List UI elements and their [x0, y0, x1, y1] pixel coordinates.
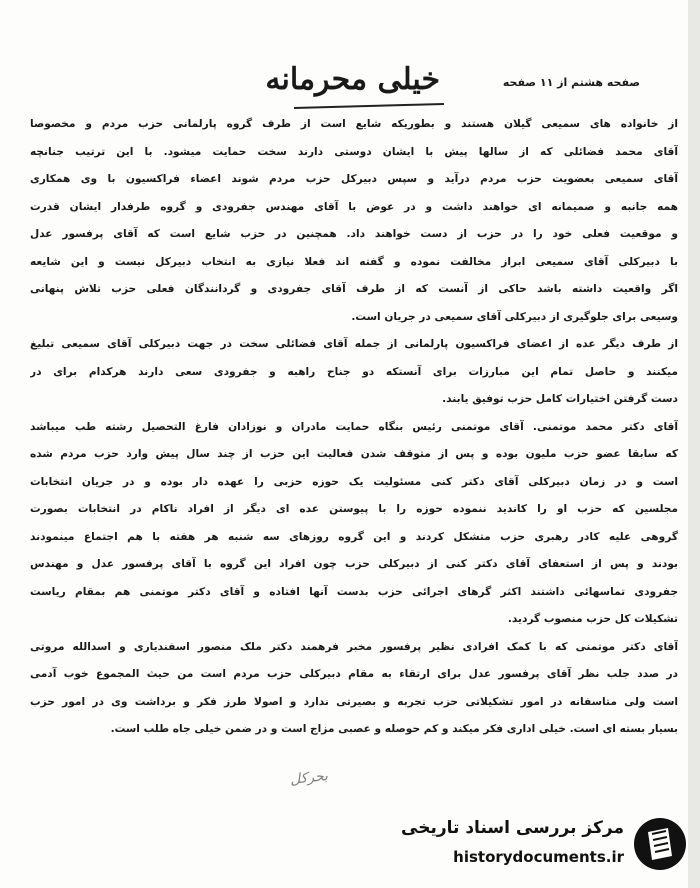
- text-line: وسیعی برای جلوگیری از دبیرکلی آقای سمیعی در جریان است.: [351, 310, 678, 323]
- text-line: دست گرفتن اختیارات کامل حزب توفیق یابند.: [442, 393, 678, 405]
- text-line: میکنند و حاصل تمام این مبارزات برای آنستکه دو جناح راهبه و جفرودی سعی دارند هرکدام برای در: [30, 365, 678, 378]
- document-header: [80, 62, 640, 112]
- handwritten-note: بحرکل: [289, 768, 329, 788]
- paragraph: [30, 336, 678, 407]
- text-line: بودند و پس از استعفای آقای دکتر کنی از دبیرکلی حزب چون افراد این گروه با آقای پرفسور عدل و مهندس: [30, 558, 678, 570]
- document-book-logo-icon: [632, 816, 688, 872]
- paragraph: [30, 639, 678, 738]
- text-line: آقای سمیعی بعضویت حزب مردم درآید و سپس دبیرکل حزب مردم شوند اعضاء فراکسیون با وی همکاری: [30, 173, 678, 185]
- document-body: [30, 116, 678, 749]
- watermark-title: مرکز بررسی اسناد تاریخی: [401, 818, 624, 838]
- text-line: همه جانبه و صمیمانه ای خواهند داشت و در عوض با آقای مهندس جفرودی و گروه طرفدار ایشان قدرت: [30, 200, 678, 213]
- text-line: است و در زمان دبیرکلی آقای دکتر کنی مسئولیت یک حوزه حزبی را عهده دار بوده و در جریان انتخابات: [30, 475, 678, 488]
- text-line: آقای دکتر محمد موتمنی. آقای موتمنی رئیس بنگاه حمایت مادران و نوزادان فارغ التحصیل رشته طب میباشد: [30, 420, 678, 433]
- text-line: آقای محمد فضائلی که از سالها پیش با ایشان دوستی دارند سخت حمایت میشود. با این ترتیب جنانچه: [30, 145, 678, 158]
- archive-watermark: [398, 812, 688, 876]
- text-line: با دبیرکلی آقای سمیعی ابراز مخالفت نموده و گفته اند فعلا نیازی به انتخاب دبیرکل نیست و این شایعه: [30, 255, 678, 268]
- classification-stamp: خیلی محرمانه: [265, 62, 440, 97]
- watermark-url: historydocuments.ir: [453, 848, 624, 866]
- text-line: و موقعیت فعلی خود را در حزب از دست خواهند داد. همچنین در حزب شایع است که آقای پرفسور عدل: [30, 228, 678, 240]
- text-line: تشکیلات کل حزب منصوب گردید.: [507, 613, 678, 625]
- text-line: گروهی علیه کادر رهبری حزب متشکل کردند و این گروه روزهای سه شنبه هر هفته با هم اجتماع مینمودند: [30, 530, 678, 543]
- text-line: مجلسین که حزب او را کاندید ننموده حوزه را با پیوستن عده ای دیگر از افراد ناکام در انتخابات بصورت: [30, 503, 678, 515]
- text-line: اگر واقعیت داشته باشد حاکی از آنست که از طرف آقای جفرودی و گردانندگان فعلی حزب تلاش پنهانی: [30, 283, 678, 295]
- text-line: در صدد جلب نظر آقای پرفسور عدل برای ارتقاء به مقام دبیرکلی حزب مردم است من حیث المجموع خوب آدمی: [30, 668, 678, 680]
- stamp-underline: [294, 103, 444, 109]
- text-line: جفرودی تماسهائی داشتند اکثر گرهای اجرائی حزب بدست آنها افتاده و آقای دکتر موتمنی هم بمقام ریاست: [30, 585, 678, 598]
- scan-edge: [688, 0, 700, 888]
- page-number-note: صفحه هشتم از ۱۱ صفحه: [502, 76, 640, 89]
- text-line: آقای دکتر موتمنی که با کمک افرادی نظیر پرفسور مخبر فرهمند دکتر ملک منصور اسفندیاری و اسدالله مروتی: [30, 640, 678, 653]
- text-line: است ولی متاسفانه در امور تشکیلاتی حزب تجربه و بصیرتی ندارد و اصولا طرز فکر و برداشت وی در امور حزب: [30, 695, 678, 708]
- text-line: از طرف دیگر عده از اعضای فراکسیون پارلمانی از جمله آقای فضائلی سخت در جهت دبیرکلی آقای سمیعی تبلیغ: [30, 338, 678, 350]
- text-line: بسیار بسته ای است. خیلی اداری فکر میکند و کم حوصله و عصبی مزاج است و در ضمن خیلی جاه طلب است.: [110, 723, 678, 735]
- text-line: که سابقا عضو حزب ملیون بوده و پس از متوقف شدن فعالیت این حزب از چند سال پیش وارد حزب مردم شده: [30, 448, 678, 460]
- paragraph: [30, 419, 678, 628]
- paragraph: [30, 116, 678, 325]
- text-line: از خانواده های سمیعی گیلان هستند و بطوریکه شایع است از طرف گروه پارلمانی حزب مردم و مخصوصا: [30, 118, 678, 130]
